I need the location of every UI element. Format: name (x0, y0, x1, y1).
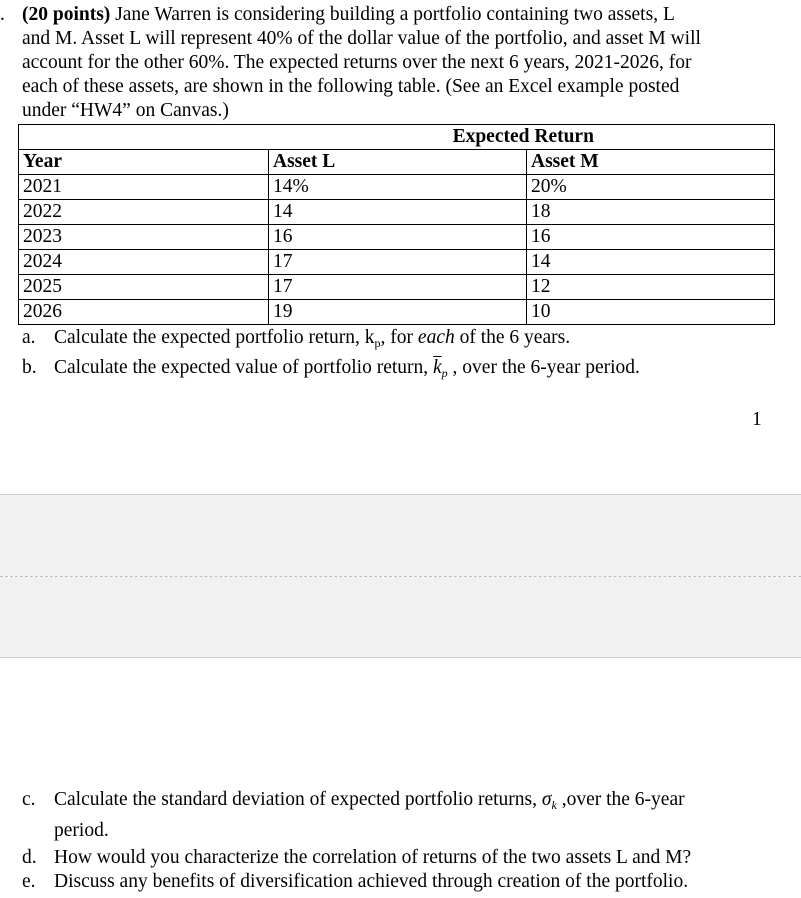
year-cell: 2026 (19, 300, 269, 325)
question-a-text (54, 326, 570, 355)
question-b (22, 356, 772, 380)
table-row (19, 250, 775, 275)
table-row (19, 275, 775, 300)
question-c-subscript: k (551, 798, 557, 812)
k-bar-symbol: $\overline{k}$ (433, 357, 442, 378)
question-letter: c. (22, 789, 36, 810)
year-cell: 2025 (19, 275, 269, 300)
year-cell: 2023 (19, 225, 269, 250)
asset-m-cell: 12 (527, 275, 775, 300)
table-group-header-row (19, 125, 775, 150)
problem-line-1 (22, 3, 675, 27)
sigma-symbol: σ (541, 789, 552, 810)
question-c-text (54, 788, 685, 817)
year-cell: 2024 (19, 250, 269, 275)
asset-l-cell: 19 (269, 300, 527, 325)
table-row (19, 200, 775, 225)
page-break-gap (0, 577, 801, 658)
asset-l-cell: 16 (269, 225, 527, 250)
asset-l-cell: 17 (269, 250, 527, 275)
year-cell: 2021 (19, 175, 269, 200)
question-b-text (54, 356, 640, 385)
year-header: Year (19, 150, 269, 175)
asset-m-cell: 14 (527, 250, 775, 275)
asset-m-cell: 10 (527, 300, 775, 325)
question-letter: a. (22, 327, 36, 348)
question-b-post: , over the 6-year period. (447, 357, 640, 378)
question-b-pre: Calculate the expected value of portfolio return, (54, 357, 434, 378)
asset-l-cell: 14 (269, 200, 527, 225)
problem-line-2: and M. Asset L will represent 40% of the dollar value of the portfolio, and asset M will (22, 28, 701, 49)
question-d-text: How would you characterize the correlation of returns of the two assets L and M? (54, 847, 692, 868)
returns-table (18, 124, 775, 325)
problem-line-3: account for the other 60%. The expected returns over the next 6 years, 2021-2026, for (22, 52, 692, 73)
question-b-subscript: p (441, 366, 448, 380)
question-a-pre: Calculate the expected portfolio return, k (54, 327, 375, 348)
question-a (22, 326, 772, 350)
question-letter: e. (22, 871, 36, 892)
question-a-post: of the 6 years. (454, 327, 571, 348)
question-a-mid: , for (380, 327, 418, 348)
question-c (22, 788, 782, 841)
points-label: (20 points) (22, 4, 111, 25)
expected-return-header: Expected Return (269, 125, 775, 150)
asset-m-cell: 18 (527, 200, 775, 225)
asset-l-cell: 14% (269, 175, 527, 200)
question-d (22, 846, 782, 870)
table-column-header-row (19, 150, 775, 175)
problem-line-1-text: Jane Warren is considering building a portfolio containing two assets, L (110, 4, 675, 25)
question-c-pre: Calculate the standard deviation of expected portfolio returns, (54, 789, 542, 810)
problem-line-4: each of these assets, are shown in the following table. (See an Excel example posted (22, 76, 680, 97)
question-a-subscript: p (374, 336, 381, 350)
table-header-blank (19, 125, 269, 150)
asset-l-cell: 17 (269, 275, 527, 300)
question-c-post: ,over the 6-year (556, 789, 685, 810)
asset-m-header: Asset M (527, 150, 775, 175)
question-e-text: Discuss any benefits of diversification achieved through creation of the portfolio. (54, 871, 689, 892)
asset-l-header: Asset L (269, 150, 527, 175)
asset-m-cell: 16 (527, 225, 775, 250)
question-letter: d. (22, 847, 37, 868)
question-a-emphasis: each (417, 327, 455, 348)
question-c-line-2: period. (54, 820, 109, 841)
page-number: 1 (752, 409, 762, 430)
page-break-gap (0, 494, 801, 576)
year-cell: 2022 (19, 200, 269, 225)
table-row (19, 225, 775, 250)
table-row (19, 300, 775, 325)
problem-line-5: under “HW4” on Canvas.) (22, 100, 229, 121)
question-letter: b. (22, 357, 37, 378)
table-row (19, 175, 775, 200)
asset-m-cell: 20% (527, 175, 775, 200)
list-bullet: . (0, 4, 5, 25)
question-e (22, 870, 782, 894)
